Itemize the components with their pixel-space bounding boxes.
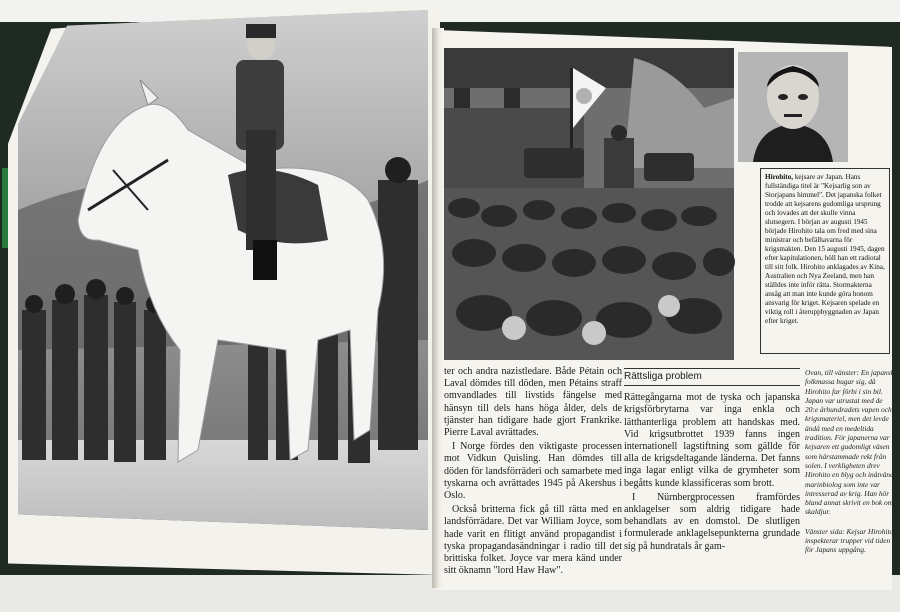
section-heading: Rättsliga problem — [624, 368, 800, 386]
caption-left-page: Vänster sida: Kejsar Hirohito inspekterar trupper vid tiden för Japans uppgång. — [805, 526, 894, 555]
book-gutter — [432, 28, 444, 588]
hirohito-portrait — [738, 52, 848, 162]
emperor-horse-photo — [18, 10, 428, 530]
portrait-caption-box — [760, 168, 890, 354]
text-column-2 — [624, 368, 800, 568]
caption-above-left: Ovan, till vänster: En japansk folkmassa bugar sig, då Hirohito far förbi i sin bil. Japan var utrustat med de 20:e århundradets vapen och krigsmateriel, men det levde ändå med en medeltida tradition. För japanerna var kejsaren ett gudomligt väsen som härstammade rekt från solen. I verkligheten drev Hirohito en blyg och inåtvänd marinbiolog som inte var intresserad av krig. Han hör bland annat skrivit en bok om skaldjur. — [805, 368, 894, 517]
paragraph: Rättegångarna mot de tyska och japanska krigsförbrytarna var inga enkla och lätthanterliga problem att handskas med. Vid krigsutbrottet 1939 fanns ingen internationell lagstiftning som gällde för alla de krigsdeltagande länderna. Det fanns inga lagar enligt vilka de grymheter som begåtts kunde klassificeras som brott. — [624, 392, 800, 489]
text-column-1 — [444, 366, 622, 577]
paragraph: ter och andra nazistledare. Både Pétain och Laval dömdes till döden, men Pétains straff omvandlades till livstids fängelse med hänsyn till dels hans höga ålder, dels de tjänster han tidigare hade gjort Frankrike. Pierre Laval avrättades. — [444, 366, 622, 439]
bowing-crowd-photo — [444, 48, 734, 360]
photo-captions-column — [805, 368, 897, 568]
paragraph: I Nürnbergprocessen framfördes anklagelser som aldrig tidigare hade behandlats av en domstol. De slutligen formulerade anklagelsepunkterna grundade sig på hundratals år gam- — [624, 491, 800, 552]
paragraph: I Norge fördes den viktigaste processen mot Vidkun Quisling. Han dömdes till döden för landsförräderi och samarbete med tyskarna och avrättades 1945 på Akershus i Oslo. — [444, 441, 622, 502]
paragraph: Också britterna fick gå till rätta med en landsförrädare. Det var William Joyce, som hade varit en flitigt använd propagandist i tyska propagandasändningar i radio till det brittiska folket. Joyce var mera känd under sitt öknamn "lord Haw Haw". — [444, 504, 622, 577]
caption-name: Hirohito, — [765, 173, 794, 181]
caption-text: kejsare av Japan. Hans fullständiga titel är "Kejsarlig son av Storjapans himmel". Det japanska folket trodde att kejsarens gudomliga ursprung och lovades att det skulle vinna slutsegern. I början av augusti 1945 började Hirohito tala om fred med sina ministrar och befälhavarna för krigsmakten. Den 15 augusti 1945, dagen efter kapitulationen, höll han ett radiotal till sitt folk. Hirohito anklagades av Kina, Australien och Nya Zeeland, men han ställdes inte inför rätta. Stormakterna ansåg att man inte kunde göra honom ansvarig för kriget. Kejsaren spelade en viktig roll i återuppbyggnaden av Japan efter kriget. — [765, 173, 885, 325]
